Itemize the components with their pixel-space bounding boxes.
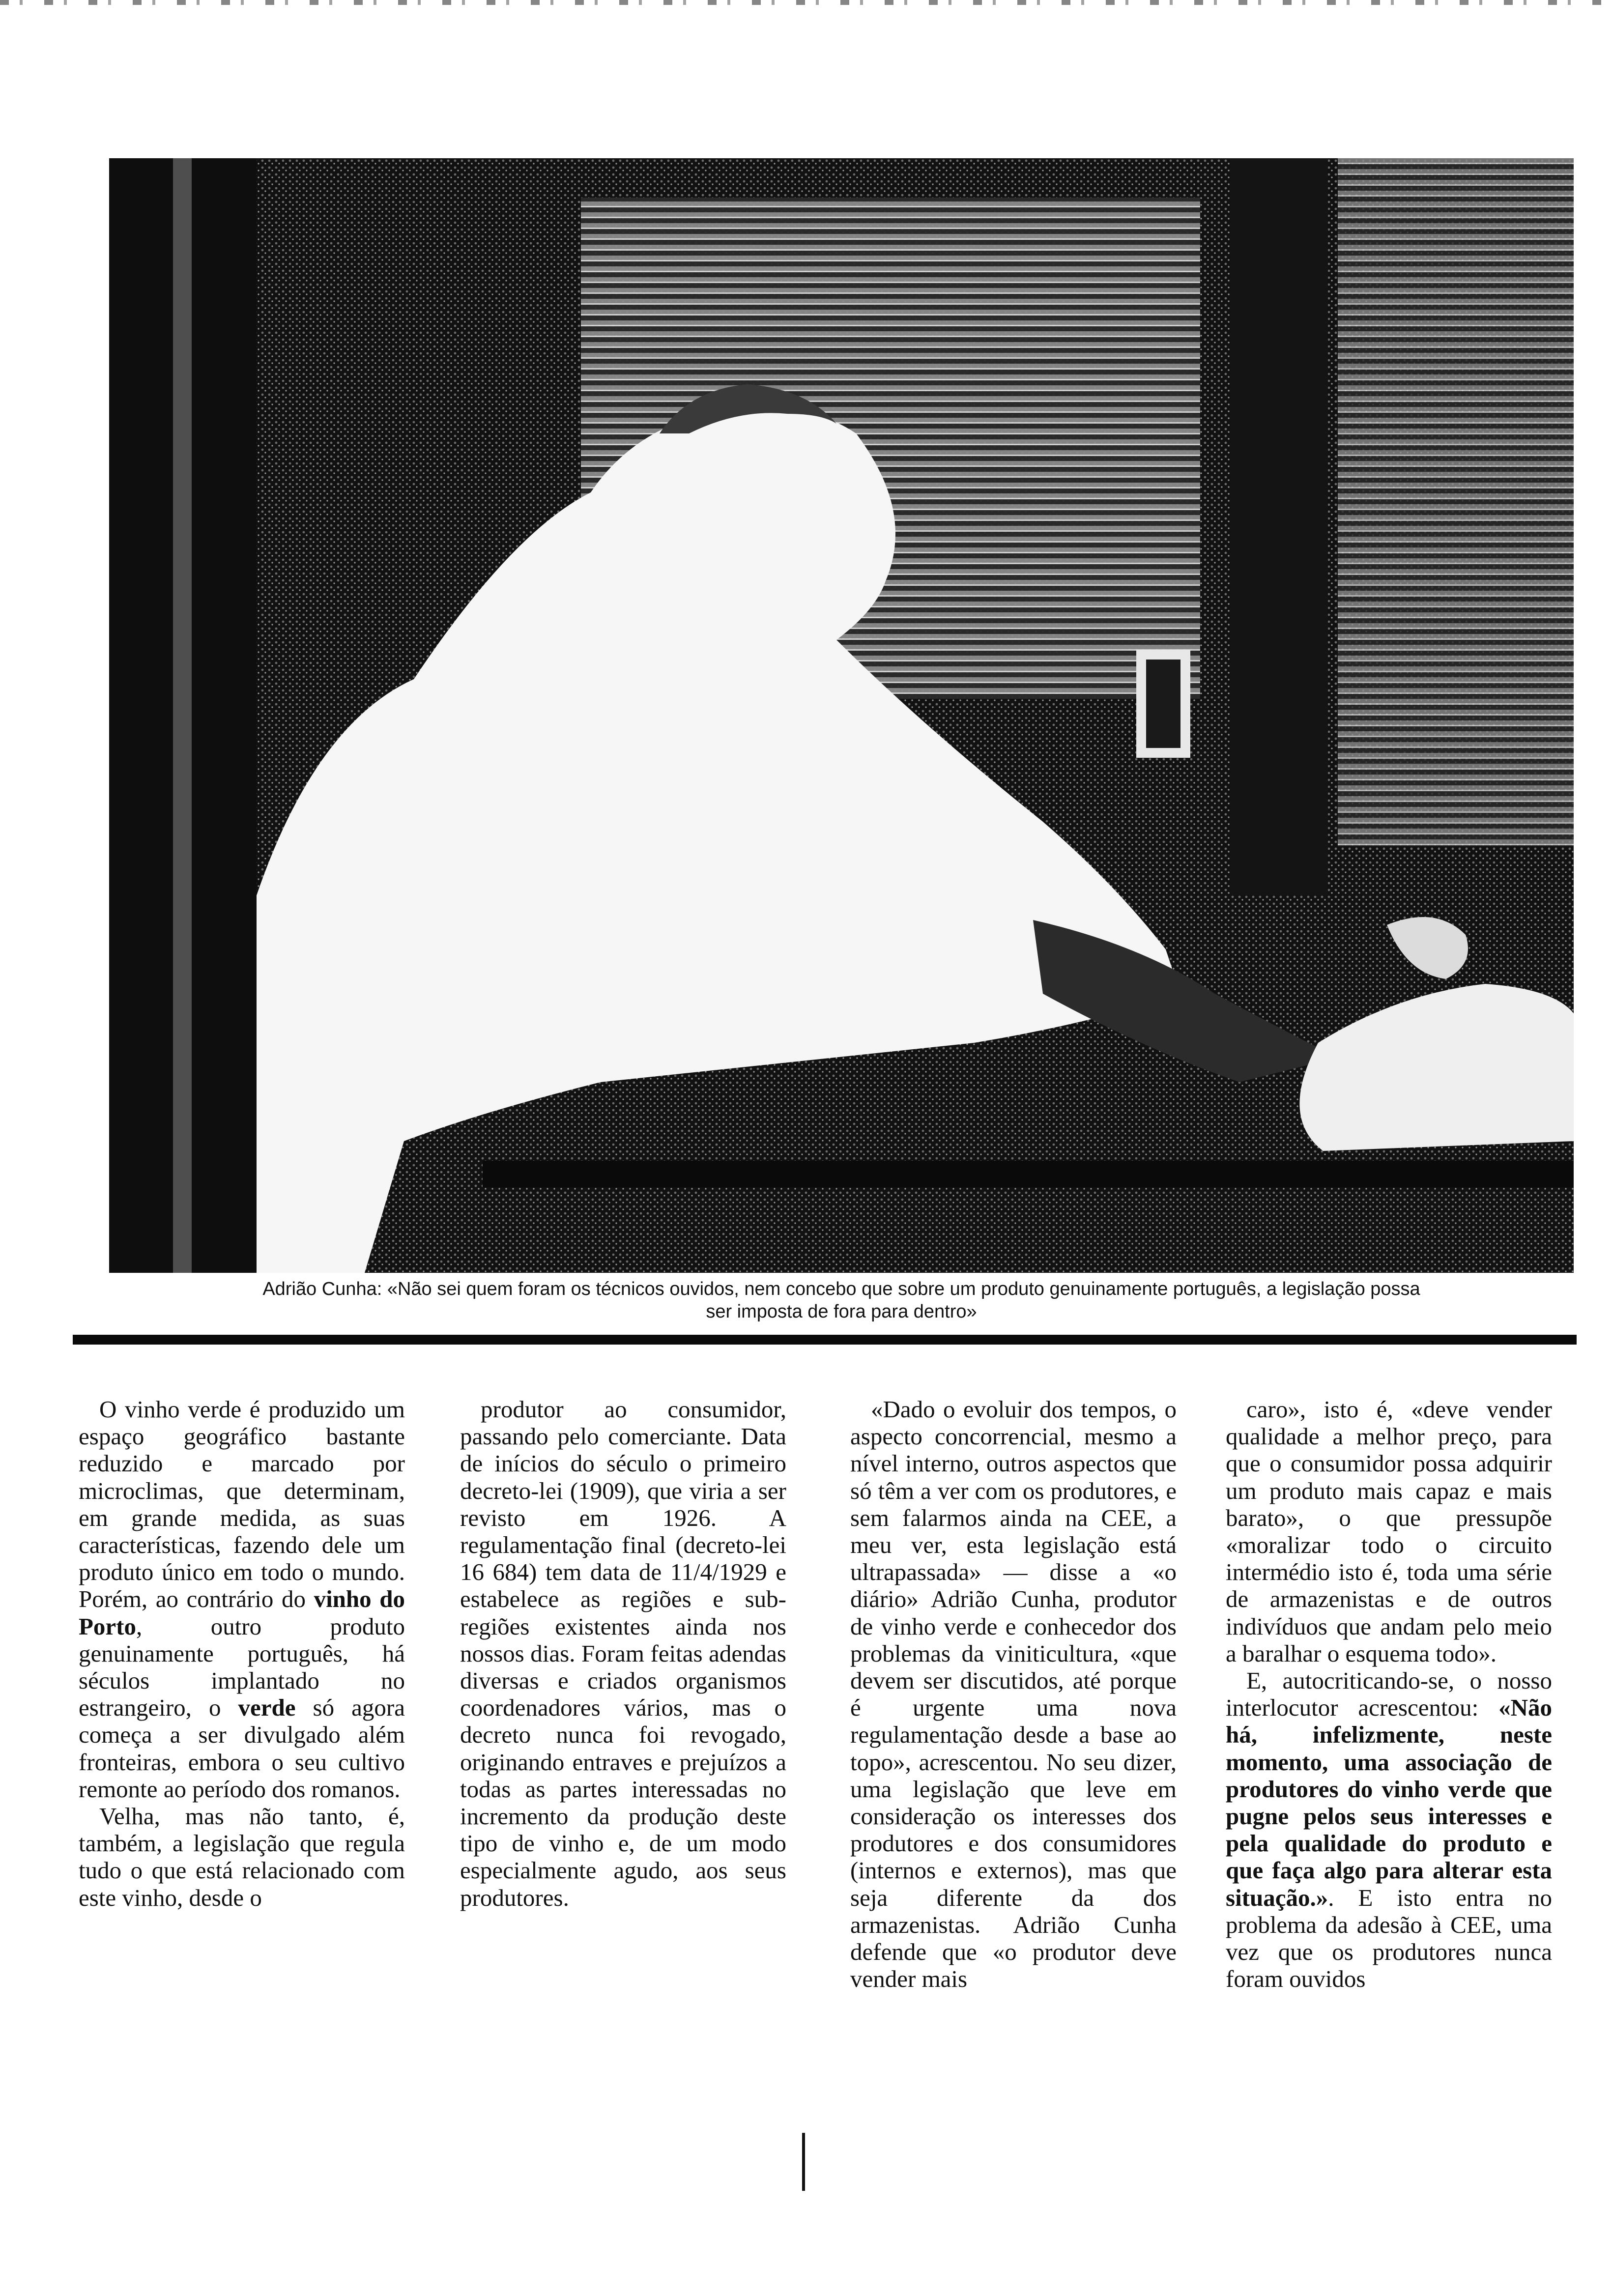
bold-run: «Não há, infelizmente, neste momento, uma associação de produtores do vinho verde que pugne pelos seus interesses e pela qualidade do produto e que faça algo para alterar esta situação.»	[1226, 1694, 1552, 1911]
article-paragraph: «Dado o evoluir dos tempos, o aspecto concorrencial, mesmo a nível interno, outros aspectos que só têm a ver com os produtores, e sem falarmos ainda na CEE, a meu ver, esta legislação está ultrapassada» — disse a «o diário» Adrião Cunha, produtor de vinho verde e conhecedor dos problemas da viniticultura, «que devem ser discutidos, até porque é urgente uma nova regulamentação desde a base ao topo», acrescentou. No seu dizer, uma legislação que leve em consideração os interesses dos produtores e dos consumidores (internos e externos), mas que seja diferente da dos armazenistas. Adrião Cunha defende que «o produtor deve vender mais	[850, 1396, 1177, 1993]
bold-run: vinho do Porto	[79, 1585, 405, 1640]
photo-caption	[109, 1278, 1574, 1323]
article-column-2	[460, 1396, 786, 1911]
article-paragraph: O vinho verde é produzido um espaço geográfico bastante reduzido e marcado por microclimas, que determinam, em grande medida, as suas características, fazendo dele um produto único em todo o mundo. Porém, ao contrário do vinho do Porto, outro produto genuinamente português, há séculos implantado no estrangeiro, o verde só agora começa a ser divulgado além fronteiras, embora o seu cultivo remonte ao período dos romanos.	[79, 1396, 405, 1803]
caption-line-1: Adrião Cunha: «Não sei quem foram os técnicos ouvidos, nem concebo que sobre um produto genuinamente português, a legislação possa	[262, 1279, 1420, 1299]
scan-edge	[0, 0, 1612, 5]
column-cut-mark	[802, 2133, 805, 2191]
photo-halftone	[109, 158, 1574, 1273]
article-paragraph: Velha, mas não tanto, é, também, a legislação que regula tudo o que está relacionado com este vinho, desde o	[79, 1803, 405, 1911]
article-column-3	[850, 1396, 1177, 1992]
section-rule	[73, 1335, 1577, 1345]
caption-line-2: ser imposta de fora para dentro»	[706, 1301, 977, 1322]
article-paragraph: produtor ao consumidor, passando pelo comerciante. Data de inícios do século o primeiro decreto-lei (1909), que viria a ser revisto em 1926. A regulamentação final (decreto-lei 16 684) tem data de 11/4/1929 e estabelece as regiões e sub-regiões existentes ainda nos nossos dias. Foram feitas adendas diversas e criados organismos coordenadores vários, mas o decreto nunca foi revogado, originando entraves e prejuízos a todas as partes interessadas no incremento da produção deste tipo de vinho e, de um modo especialmente agudo, aos seus produtores.	[460, 1396, 786, 1911]
article-paragraph: E, autocriticando-se, o nosso interlocutor acrescentou: «Não há, infelizmente, neste momento, uma associação de produtores do vinho verde que pugne pelos seus interesses e pela qualidade do produto e que faça algo para alterar esta situação.». E isto entra no problema da adesão à CEE, uma vez que os produtores nunca foram ouvidos	[1226, 1667, 1552, 1993]
article-column-1	[79, 1396, 405, 1911]
article-paragraph: caro», isto é, «deve vender qualidade a melhor preço, para que o consumidor possa adquirir um produto mais capaz e mais barato», o que pressupõe «moralizar todo o circuito intermédio isto é, toda uma série de armazenistas e de outros indivíduos que andam pelo meio a baralhar o esquema todo».	[1226, 1396, 1552, 1667]
bold-run: verde	[238, 1694, 296, 1722]
article-column-4	[1226, 1396, 1552, 1992]
photo	[109, 158, 1574, 1273]
